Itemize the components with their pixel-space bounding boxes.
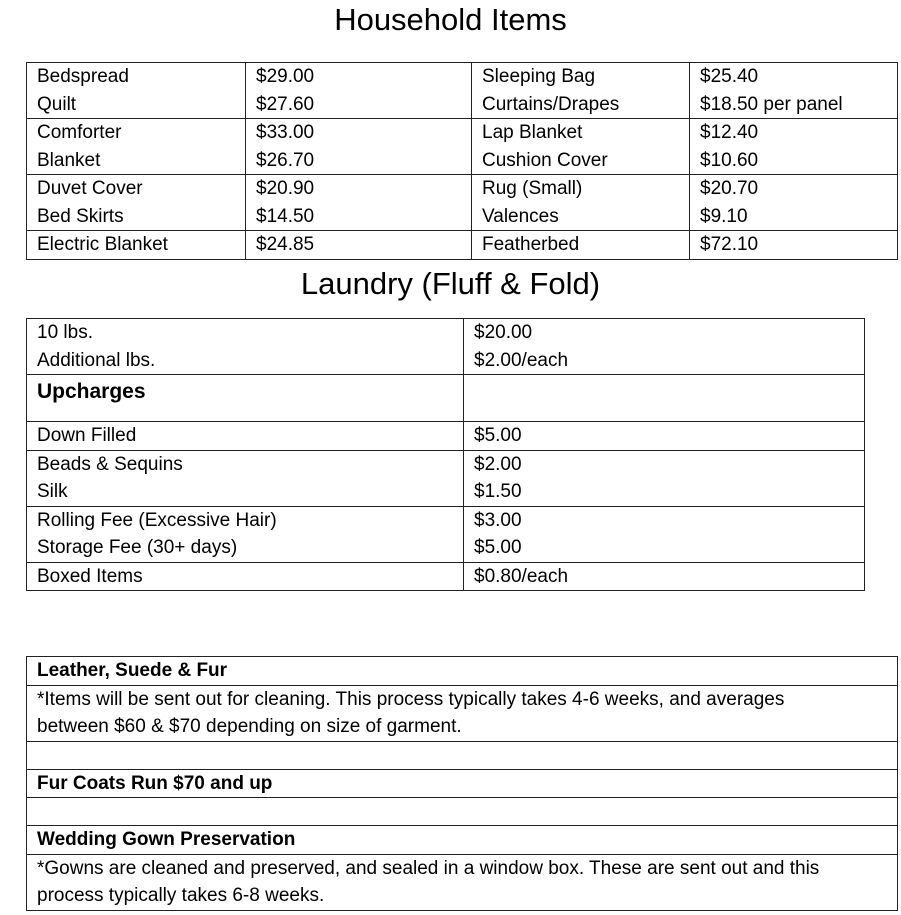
- item-price-cell: [690, 119, 898, 175]
- item-price: $12.40: [700, 122, 759, 143]
- item-price-cell: [246, 119, 472, 175]
- price-cell: [464, 450, 865, 506]
- item-name-cell: [27, 175, 246, 231]
- item-price: $20.70: [700, 178, 759, 199]
- table-row: [27, 119, 898, 175]
- item-cell: [27, 319, 464, 375]
- item-name-cell: [27, 231, 246, 260]
- item-price: $14.50: [256, 205, 315, 227]
- item-name: Bedspread: [37, 66, 129, 87]
- table-row: [27, 422, 865, 451]
- note-line: *Items will be sent out for cleaning. This process typically takes 4-6 weeks, and averages: [37, 688, 785, 710]
- item-price: $27.60: [256, 93, 315, 115]
- item-price-cell: [690, 175, 898, 231]
- table-row: [27, 506, 865, 562]
- item-price-cell: [690, 63, 898, 119]
- item-price-cell: [246, 231, 472, 260]
- gown-note: [27, 854, 898, 910]
- item-cell: [27, 450, 464, 506]
- item-name: Duvet Cover: [37, 178, 143, 199]
- item-price: $2.00/each: [474, 349, 569, 371]
- item-name-cell: [27, 119, 246, 175]
- item-price: $9.10: [700, 205, 748, 227]
- item-price: $25.40: [700, 66, 759, 87]
- item-cell: [27, 506, 464, 562]
- item-price: $20.90: [256, 178, 315, 199]
- table-row: [27, 854, 898, 910]
- item-name: Featherbed: [482, 234, 580, 255]
- item-price: $33.00: [256, 122, 315, 143]
- table-row: [27, 450, 865, 506]
- item-name: Rolling Fee (Excessive Hair): [37, 509, 277, 531]
- empty-cell: [27, 741, 898, 769]
- price-cell: [464, 319, 865, 375]
- laundry-table: [26, 318, 865, 591]
- item-price: $10.60: [700, 149, 759, 171]
- item-name: Storage Fee (30+ days): [37, 537, 238, 558]
- table-row: [27, 741, 898, 769]
- item-name-cell: [27, 63, 246, 119]
- item-price: $0.80/each: [474, 565, 569, 587]
- item-name: Valences: [482, 205, 559, 227]
- table-row: [27, 657, 898, 686]
- household-items-title: Household Items: [334, 2, 567, 37]
- item-price: $29.00: [256, 66, 315, 87]
- item-name: Blanket: [37, 149, 101, 171]
- gown-heading: Wedding Gown Preservation: [27, 826, 898, 855]
- price-cell: [464, 562, 865, 591]
- table-row: [27, 769, 898, 798]
- item-name: Lap Blanket: [482, 122, 583, 143]
- item-name: Beads & Sequins: [37, 453, 183, 475]
- empty-cell: [464, 375, 865, 422]
- item-name: Sleeping Bag: [482, 66, 596, 87]
- leather-note: [27, 685, 898, 741]
- item-price: $24.85: [256, 234, 315, 255]
- item-price: $2.00: [474, 453, 522, 475]
- price-cell: [464, 506, 865, 562]
- fur-heading: Fur Coats Run $70 and up: [27, 769, 898, 798]
- table-row: [27, 231, 898, 260]
- item-cell: [27, 562, 464, 591]
- item-price: $26.70: [256, 149, 315, 171]
- item-name: Silk: [37, 481, 68, 502]
- table-row: [27, 319, 865, 375]
- table-row: [27, 798, 898, 826]
- item-price: $1.50: [474, 481, 522, 502]
- upcharges-heading: Upcharges: [27, 375, 464, 422]
- item-price: $72.10: [700, 234, 759, 255]
- item-name: Additional lbs.: [37, 349, 156, 371]
- item-price: $5.00: [474, 425, 522, 446]
- empty-cell: [27, 798, 898, 826]
- item-price: $3.00: [474, 509, 522, 531]
- household-items-table: [26, 62, 898, 260]
- item-price: $5.00: [474, 537, 522, 558]
- laundry-title: Laundry (Fluff & Fold): [300, 266, 601, 301]
- table-row: [27, 685, 898, 741]
- item-name-cell: [472, 119, 690, 175]
- item-price: $18.50 per panel: [700, 93, 843, 115]
- item-price-cell: [246, 175, 472, 231]
- table-row: [27, 375, 865, 422]
- item-name: Down Filled: [37, 425, 137, 446]
- table-row: [27, 562, 865, 591]
- special-services-table: [26, 656, 898, 911]
- price-cell: [464, 422, 865, 451]
- item-price-cell: [690, 231, 898, 260]
- leather-heading: Leather, Suede & Fur: [27, 657, 898, 686]
- item-cell: [27, 422, 464, 451]
- item-name: Comforter: [37, 122, 122, 143]
- item-price: $20.00: [474, 322, 533, 343]
- note-line: between $60 & $70 depending on size of garment.: [37, 716, 462, 737]
- item-name: Boxed Items: [37, 565, 143, 587]
- table-row: [27, 175, 898, 231]
- item-price-cell: [246, 63, 472, 119]
- table-row: [27, 826, 898, 855]
- item-name: Rug (Small): [482, 178, 583, 199]
- item-name: Electric Blanket: [37, 234, 168, 255]
- item-name-cell: [472, 175, 690, 231]
- item-name-cell: [472, 63, 690, 119]
- table-row: [27, 63, 898, 119]
- item-name: Curtains/Drapes: [482, 93, 620, 115]
- note-line: *Gowns are cleaned and preserved, and sealed in a window box. These are sent out and this: [37, 857, 820, 879]
- item-name: Cushion Cover: [482, 149, 608, 171]
- item-name: Quilt: [37, 93, 77, 115]
- item-name-cell: [472, 231, 690, 260]
- note-line: process typically takes 6-8 weeks.: [37, 885, 325, 906]
- item-name: 10 lbs.: [37, 322, 93, 343]
- item-name: Bed Skirts: [37, 205, 124, 227]
